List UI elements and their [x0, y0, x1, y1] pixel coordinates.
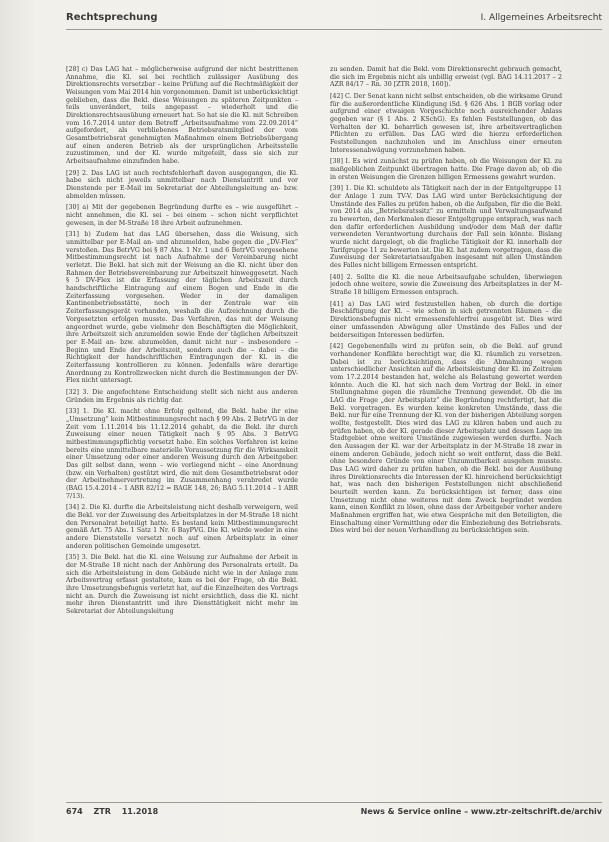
running-header: [66, 12, 602, 28]
paragraph: [35] 3. Die Bekl. hat die Kl. eine Weisung zur Aufnahme der Arbeit in der M-Straße 18 nicht nach der Anhörung des Personalrats erteilt. Da sich die Arbeitsleistung in dem Gebäude nicht wie in der Anlage zum Arbeitsvertrag erfasst gestaltete, kam es bei der Frage, ob die Bekl. ihre Umsetzungsbefugnis verletzt hat, auf die Einzelheiten des Vortrags nicht an. Durch die Zuweisung ist nicht ersichtlich, dass die Kl. nicht mehr ihren Dienstantritt und ihre Diensttätigkeit nicht mehr im Sekretariat der Abteilungsleitung: [66, 554, 298, 616]
paragraph: [28] c) Das LAG hat – möglicherweise aufgrund der nicht bestrittenen Annahme, die Kl. sei bei rechtlich zulässiger Ausübung des Direktionsrechts versetzbar – keine Prüfung auf die Rechtmäßigkeit der Weisungen vom Mai 2014 hin vorgenommen. Damit ist unberücksichtigt geblieben, dass die Bekl. diese Weisungen zu späteren Zeitpunkten – teils unverändert, teils angepasst – wiederholt und die Direktionsrechtsausübung erneuert hat. So hat sie die Kl. mit Schreiben vom 16.7.2014 unter dem Betreff „Arbeitsaufnahme vom 22.09.2014“ aufgefordert, als verbliebenes Betriebsratsmitglied der vom Gesamtbetriebsrat genehmigten Maßnahmen einem Betriebsübergang auf einen anderen Betrieb als der ursprünglichen Arbeitsstelle zuzustimmen, und der Kl. wurde mitgeteilt, dass sie sich zur Arbeitsaufnahme einzufinden habe.: [66, 66, 298, 166]
issue-number: 11.2018: [121, 807, 159, 816]
footer-divider: [66, 802, 602, 803]
paragraph: [34] 2. Die Kl. durfte die Arbeitsleistung nicht deshalb verweigern, weil die Bekl. vor der Zuweisung des Arbeitsplatzes in der M-Straße 18 nicht den Personalrat beteiligt hatte. Es bestand kein Mitbestimmungsrecht gemäß Art. 75 Abs. 1 Satz 1 Nr. 6 BayPVG. Die Kl. würde weder in eine andere Dienststelle versetzt noch auf einen Arbeitsplatz in einer anderen politischen Gemeinde umgesetzt.: [66, 504, 298, 550]
paragraph: [39] 1. Die Kl. schuldete als Tätigkeit nach der in der Entgeltgruppe 11 der Anlage 1 zum TV-V. Das LAG wird unter Berücksichtigung der Umstände des Falles zu prüfen haben, ob die Aufgaben, für die die Bekl. von 2014 als „Betriebsratssitz“ zu ermitteln und Verwaltungsaufwand zu bewerten, den Merkmalen dieser Entgeltgruppe entsprach, was nach den dafür erforderlichen Ausbildung und/oder dem Maß der dafür verwendeten Verantwortung durchaus der Fall sein könnte. Bislang wurde nicht dargelegt, ob die fragliche Tätigkeit der Kl. innerhalb der Tarifgruppe 11 zu bewerten ist. Die Kl. hat zudem vorgetragen, dass die Zuweisung der Sekretariatsaufgaben insgesamt mit allen Umständen des Falles nicht billigem Ermessen entspricht.: [330, 185, 562, 270]
right-column: [330, 66, 562, 784]
running-footer: [66, 807, 602, 821]
header-divider: [66, 29, 602, 30]
section-title: Rechtsprechung: [66, 12, 158, 23]
paragraph: [32] 3. Die angefochtene Entscheidung stellt sich nicht aus anderen Gründen im Ergebnis als richtig dar.: [66, 388, 298, 404]
footer-issue: [66, 807, 166, 816]
journal-name: ZTR: [93, 807, 111, 816]
paragraph: [41] a) Das LAG wird festzustellen haben, ob durch die dortige Beschäftigung der Kl. – wie schon in sich getrennten Räumen – die Direktionsbefugnis nicht ermessensfehlerfrei ausgeübt ist. Dies wird einer umfassenden Abwägung aller Umstände des Falles und der beiderseitigen Interessen bedürfen.: [330, 300, 562, 339]
paragraph: [38] I. Es wird zunächst zu prüfen haben, ob die Weisungen der Kl. zu maßgeblichen Zeitpunkt übertragen hatte. Die Frage davon ab, ob die in ersten Weisungen die Grenzen billigen Ermessens gewahrt wurden.: [330, 158, 562, 181]
paragraph: [42] Gegebenenfalls wird zu prüfen sein, ob die Bekl. auf grund vorhandener Konflikte berechtigt war, die Kl. räumlich zu versetzen. Dabei ist zu berücksichtigen, dass die Abmahnung wegen unterschiedlicher Ansichten auf die Arbeitsleistung der Kl. im Zeitraum vom 17.2.2014 bestanden hat, welche als Belastung gewertet werden könnte. Auch die Kl. hat sich nach dem Vortrag der Bekl. in einer Stellungnahme gegen die räumliche Trennung gewendet. Ob die im LAG die Frage „der Arbeitsplatz“ die Begründung rechtfertigt, hat die Bekl. vorgetragen. Es wurden keine konkreten Umstände, dass die Bekl. nur für eine Trennung der Kl. von der bisherigen Abteilung sorgen wollte, festgestellt. Dies wird das LAG zu klären haben und auch zu prüfen haben, ob der Kl. gerade dieser Arbeitsplatz und dessen Lage im Stadtgebiet ohne weitere Umstände zugewiesen werden durfte. Nach den Aussagen der Kl. war der Arbeitsplatz in der M-Straße 18 zwar in einem anderen Gebäude, jedoch nicht so weit entfernt, dass die Bekl. ohne besondere Gründe von einer Unzumutbarkeit ausgehen musste. Das LAG wird daher zu prüfen haben, ob die Bekl. bei der Ausübung ihres Direktionsrechts die Interessen der Kl. hinreichend berücksichtigt hat, was nach den bisherigen Feststellungen nicht abschließend beurteilt werden kann. Zu berücksichtigen ist ferner, dass eine Umsetzung nicht ohne weiteres mit dem Zweck begründet werden kann, einen Konflikt zu lösen, ohne dass der Arbeitgeber vorher andere Maßnahmen ergriffen hat, wie etwa Gespräche mit den Beteiligten, die Einschaltung einer Vermittlung oder die Einbeziehung des Betriebsrats. Dies wird bei der neuen Verhandlung zu berücksichtigen sein.: [330, 343, 562, 535]
paragraph: [42] C. Der Senat kann nicht selbst entscheiden, ob die wirksame Grund für die außerordentliche Kündigung iSd. § 626 Abs. 1 BGB vorlag oder aufgrund einer etwaigen Vorgeschichte noch ausreichender Anlass gegeben war (§ 1 Abs. 2 KSchG). Es fehlen Feststellungen, ob das Verhalten der Kl. beharrlich gewesen ist, ihre arbeitsvertraglichen Pflichten zu erfüllen. Das LAG wird die hierzu erforderlichen Feststellungen nachzuholen und im Anschluss einer erneuten Interessenabwägung vorzunehmen haben.: [330, 93, 562, 154]
paragraph: [31] b) Zudem hat das LAG übersehen, dass die Weisung, sich unmittelbar per E-Mail an- und abzumelden, habe gegen die „DV-Flex“ verstoßen. Das BetrVG bei § 87 Abs. 1 Nr. 1 und 6 BetrVG vorgesehene Mitbestimmungsrecht ist nach Aufnahme der Vereinbarung nicht verletzt. Die Bekl. hat sich mit der Weisung an die Kl. nicht über den Rahmen der Betriebsvereinbarung zur Arbeitszeit hinweggesetzt. Nach § 5 DV-Flex ist die Erfassung der täglichen Arbeitszeit durch handschriftliche Eintragung auf einem Bogen und Ende in die Zeiterfassung vorgesehen. Weder in der damaligen Kantinenbetriebsstätte, noch in der Zentrale war ein Zeiterfassungsgerät vorhanden, weshalb die Aufzeichnung durch die Vorgesetzten erfolgen musste. Das Verfahren, das mit der Weisung angeordnet wurde, gebe vielmehr den Beschäftigten die Möglichkeit, ihre Arbeitszeit sich anzumelden sowie Ende der täglichen Arbeitszeit per E-Mail an- bzw. abzumelden, damit nicht nur – insbesondere – Beginn und Ende der Arbeitszeit, sondern auch die – dabei – die Richtigkeit der handschriftlichen Eintragungen der Kl. in die Zeiterfassung kontrollieren zu können. Jedenfalls wäre derartige Anordnung zu Kontrollzwecken nicht durch die Bestimmungen der DV-Flex nicht untersagt.: [66, 231, 298, 385]
paragraph: [40] 2. Sollte die Kl. die neue Arbeitsaufgabe schulden, überwiegen jedoch ohne weitere, sowie die Zuweisung des Arbeitsplatzes in der M-Straße 18 billigem Ermessen entsprach.: [330, 273, 562, 297]
left-column: [66, 66, 298, 784]
archive-link[interactable]: News & Service online – www.ztr-zeitschrift.de/archiv: [360, 807, 602, 816]
page-number: 674: [66, 807, 83, 816]
paragraph: [33] 1. Die Kl. macht ohne Erfolg geltend, die Bekl. habe ihr eine „Umsetzung“ kein Mitbestimmungsrecht nach § 99 Abs. 2 BetrVG in der Zeit vom 1.11.2014 bis 11.12.2014 gehabt, da die Bekl. ihr durch Zuweisung einer neuen Tätigkeit nach § 95 Abs. 3 BetrVG mitbestimmungspflichtig versetzt habe. Ein solches Verfahren ist keine bereits eine unmittelbare materielle Voraussetzung für die Wirksamkeit einer Umsetzung oder einer anderen Weisung durch den Arbeitgeber. Das gilt selbst dann, wenn – wie vorliegend nicht – eine Anordnung (bzw. ein Verhalten) gestützt wird, die mit dem Gesamtbetriebsrat oder der Arbeitnehmervertretung im Zusammenhang verabredet wurde (BAG 15.4.2014 – 1 ABR 82/12 = BAGE 148, 26; BAG 5.11.2014 – 1 ABR 7/13).: [66, 408, 298, 500]
paragraph: [29] 2. Das LAG ist auch rechtsfehlerhaft davon ausgegangen, die Kl. habe sich nicht jeweils unmittelbar nach Dienstantritt und vor Dienstende per E-Mail im Sekretariat der Abteilungsleitung an- bzw. abmelden müssen.: [66, 169, 298, 200]
paragraph: zu senden. Damit hat die Bekl. vom Direktionsrecht gebrauch gemacht, die sich im Ergebnis nicht als unbillig erweist (vgl. BAG 14.11.2017 – 2 AZR 84/17 – Rn. 30 [ZTR 2018, 160]).: [330, 66, 562, 89]
category-title: I. Allgemeines Arbeitsrecht: [480, 13, 602, 23]
paragraph: [30] a) Mit der gegebenen Begründung durfte es – wie ausgeführt – nicht annehmen, die Kl. sei – bei einem – schon nicht verpflichtet gewesen, in der M-Straße 18 ihre Arbeit aufzunehmen.: [66, 204, 298, 227]
